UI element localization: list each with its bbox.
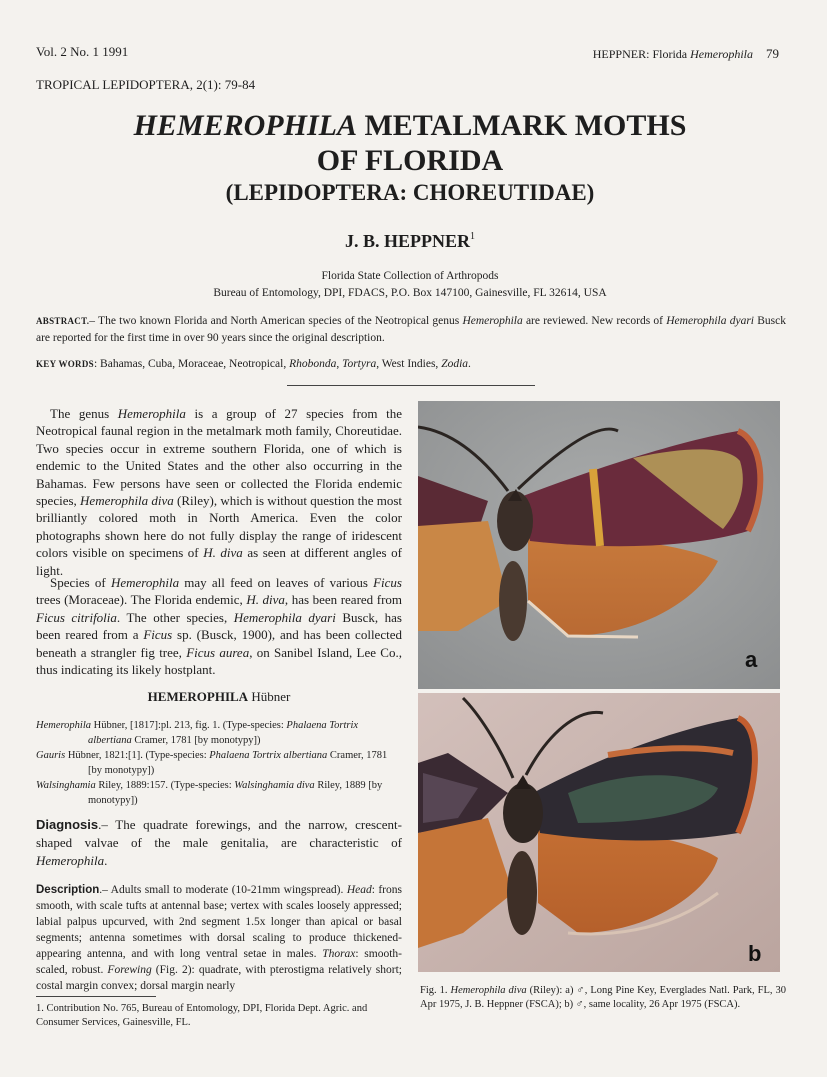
body-italic: H. diva: [246, 592, 285, 608]
description-italic: Forewing: [107, 964, 152, 976]
running-header-right: [593, 46, 779, 62]
moth-illustration-b: [418, 693, 780, 972]
affiliation-line-1: Florida State Collection of Arthropods: [321, 270, 499, 282]
running-header-genus: Hemerophila: [690, 47, 753, 61]
description-text: (Fig. 2): quadrate, with pterostigma relatively short; costal margin convex; dorsal margin nearly: [36, 964, 403, 992]
body-paragraph-2: [36, 574, 402, 678]
synonymy-entry: Hemerophila Hübner, [1817]:pl. 213, fig. 1. (Type-species: Phalaena Tortrix albertiana Cramer, 1781 [by monotypy]): [36, 720, 359, 746]
description-text: : smooth-scaled, robust.: [36, 948, 402, 976]
footnote-rule: [36, 996, 156, 997]
body-text: . The other species,: [116, 609, 234, 625]
description-text: : frons smooth, with scale tufts at antennal base; vertex with scales loosely appressed; labial palpus upcurved, with 2nd segment 1.5x longer than apical or basal segments; antenna sometimes with dorsal scaling to produce thickened-appearing antenna, and with long ventral setae in males.: [36, 884, 402, 960]
keywords-italic: Tortyra: [342, 358, 377, 370]
diagnosis-text: .: [104, 853, 108, 868]
synonymy-entry: Gauris Hübner, 1821:[1]. (Type-species: Phalaena Tortrix albertiana Cramer, 1781 [by monotypy]): [36, 750, 388, 776]
author-name: J. B. HEPPNER: [344, 231, 470, 251]
title-line-1-rest: METALMARK MOTHS: [356, 109, 687, 142]
keywords-text: ,: [336, 358, 343, 370]
abstract-text: Busck are reported for the first time in over 90 years since the original description.: [36, 315, 786, 344]
description-italic: Thorax: [322, 948, 356, 960]
description-italic: Head: [346, 884, 372, 896]
body-text: , has been reared from: [284, 592, 403, 608]
figure-caption: [420, 984, 786, 1012]
keywords-italic: Rhobonda: [289, 358, 337, 370]
caption-italic: Hemerophila diva: [450, 985, 527, 996]
body-text: The genus: [50, 406, 118, 421]
caption-text: (Riley): a) ♂, Long Pine Key, Everglades Natl. Park, FL, 30 Apr 1975, J. B. Heppner (FSCA); b) ♂, same locality, 26 Apr 1975 (FSCA).: [420, 985, 786, 1010]
body-italic: Ficus: [143, 627, 173, 643]
keywords-label: KEY WORDS: [36, 359, 94, 369]
body-italic: Ficus aurea: [186, 644, 250, 660]
diagnosis-italic: Hemerophila: [36, 853, 105, 868]
body-text: as seen at different angles of light.: [36, 545, 402, 578]
title-genus: HEMEROPHILA: [133, 109, 357, 142]
body-italic: Ficus: [373, 575, 402, 590]
body-italic: Hemerophila diva: [80, 493, 174, 509]
body-italic: Hemerophila: [117, 406, 186, 421]
moth-photo-a: [418, 401, 780, 689]
body-italic: Hemerophila: [110, 575, 180, 590]
keywords-italic: Zodia: [441, 358, 469, 370]
running-header-author: HEPPNER: Florida: [592, 47, 688, 61]
footnote: 1. Contribution No. 765, Bureau of Entomology, DPI, Florida Dept. Agric. and Consumer Services, Gainesville, FL.: [36, 1003, 368, 1028]
body-paragraph-1: [36, 405, 402, 579]
description-text: .– Adults small to moderate (10-21mm wingspread).: [99, 884, 347, 896]
title-line-1: [60, 108, 760, 143]
abstract: [36, 313, 786, 347]
keywords-text: , West Indies,: [376, 358, 442, 370]
author: [260, 231, 560, 252]
description-label: Description: [36, 884, 100, 896]
diagnosis-paragraph: [36, 816, 402, 870]
body-text: Busck, has been reared from a: [36, 609, 402, 643]
keywords: [36, 358, 786, 370]
abstract-italic: Hemerophila: [462, 315, 523, 327]
body-text: , on Sanibel Island, Lee Co., thus indicating its likely hostplant.: [36, 644, 402, 678]
divider-rule: [287, 385, 535, 386]
body-italic: H. diva: [203, 545, 243, 561]
journal-citation: TROPICAL LEPIDOPTERA, 2(1): 79-84: [36, 77, 256, 92]
figure-label-b: b: [748, 941, 762, 966]
page-number: 79: [766, 46, 779, 61]
article-title: [60, 108, 760, 208]
affiliation: [100, 268, 720, 302]
keywords-text: : Bahamas, Cuba, Moraceae, Neotropical,: [93, 358, 290, 370]
body-text: (Riley), which is without question the most brilliantly colored moth in North America. Even the color photographs shown here do not fully display the range of iridescent colors visible on specimens of: [36, 493, 403, 561]
description-paragraph: [36, 882, 402, 994]
section-author: Hübner: [248, 689, 291, 704]
section-genus: HEMEROPHILA: [147, 689, 249, 704]
abstract-label: ABSTRACT.: [36, 316, 90, 326]
body-italic: Ficus citrifolia: [36, 609, 117, 625]
abstract-italic: Hemerophila dyari: [666, 315, 755, 327]
abstract-text: – The two known Florida and North American species of the Neotropical genus: [89, 315, 463, 327]
body-text: sp. (Busck, 1900), and has been collected beneath a strangler fig tree,: [36, 627, 402, 660]
body-text: trees (Moraceae). The Florida endemic,: [36, 592, 247, 608]
title-line-2: OF FLORIDA: [316, 144, 504, 177]
running-header-volume: Vol. 2 No. 1 1991: [36, 44, 129, 59]
keywords-text: .: [468, 358, 471, 370]
figure-label-a: a: [745, 647, 758, 672]
synonymy-list: [36, 718, 402, 808]
section-heading: [36, 689, 402, 705]
moth-illustration-a: [418, 401, 780, 689]
affiliation-line-2: Bureau of Entomology, DPI, FDACS, P.O. Box 147100, Gainesville, FL 32614, USA: [213, 287, 607, 299]
body-text: is a group of 27 species from the Neotropical faunal region in the metalmark moth family, Choreutidae. Two species occur in extreme southern Florida, one of which is endemic to the United States and the other also occurring in the Bahamas. Few persons have seen or collected the Florida endemic species,: [36, 406, 402, 509]
diagnosis-label: Diagnosis: [36, 817, 99, 832]
abstract-text: are reviewed. New records of: [522, 315, 667, 327]
caption-text: Fig. 1.: [420, 985, 451, 996]
title-line-3: (LEPIDOPTERA: CHOREUTIDAE): [225, 180, 595, 205]
diagnosis-text: .– The quadrate forewings, and the narrow, crescent-shaped valvae of the male genitalia, are characteristic of: [36, 817, 402, 850]
body-italic: Hemerophila dyari: [233, 609, 336, 625]
moth-photo-b: [418, 693, 780, 972]
author-footnote-mark: 1: [470, 231, 475, 242]
body-text: may all feed on leaves of various: [179, 575, 374, 590]
body-text: Species of: [50, 575, 111, 590]
synonymy-entry: Walsinghamia Riley, 1889:157. (Type-species: Walsinghamia diva Riley, 1889 [by monotypy]): [36, 780, 383, 806]
